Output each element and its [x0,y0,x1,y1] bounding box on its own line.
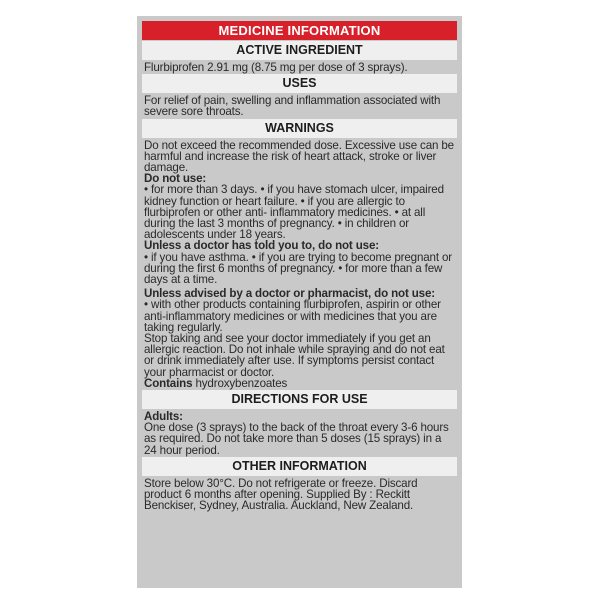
medicine-information-panel [137,16,462,588]
doctor-label: Unless a doctor has told you to, do not use: [144,239,379,253]
panel-title: MEDICINE INFORMATION [142,21,457,40]
adults-label: Adults: [144,410,183,424]
warnings-text [143,140,456,389]
directions-value: One dose (3 sprays) to the back of the throat every 3-6 hours as required. Do not take more than 5 doses (15 sprays) in a 24 hour period. [144,421,449,457]
contains-text: hydroxybenzoates [195,376,288,390]
pharmacist-text: • with other products containing flurbiprofen, aspirin or other anti-inflammatory medicines or with medicines that you are taking regularly. [144,298,441,334]
uses-heading: USES [142,74,457,93]
directions-text [143,411,456,456]
contains-label: Contains [144,376,193,390]
do-not-use-label: Do not use: [144,172,207,186]
active-ingredient-text [143,62,456,73]
pharmacist-label: Unless advised by a doctor or pharmacist, do not use: [144,287,435,301]
other-information-value: Store below 30°C. Do not refrigerate or freeze. Discard product 6 months after opening. Supplied By : Reckitt Benckiser, Sydney, Australia. Auckland, New Zealand. [144,476,418,513]
stop-text: Stop taking and see your doctor immediately if you get an allergic reaction. Do not inhale while spraying and do not eat or drink immediately after use. If symptoms persist contact your pharmacist or doctor. [144,332,445,379]
other-information-heading: OTHER INFORMATION [142,457,457,476]
active-ingredient-value: Flurbiprofen 2.91 mg (8.75 mg per dose of 3 sprays). [144,61,408,74]
warnings-heading: WARNINGS [142,119,457,138]
uses-value: For relief of pain, swelling and inflammation associated with severe sore throats. [144,94,441,119]
doctor-text: • if you have asthma. • if you are trying to become pregnant or during the first 6 months of pregnancy. • for more than a few days at a time. [144,250,453,287]
do-not-use-text: • for more than 3 days. • if you have stomach ulcer, impaired kidney function or heart failure. • if you are allergic to flurbiprofen or other anti- inflammatory medicines. • at all during the last 3 months of pregnancy. • in children or adolescents under 18 years. [144,183,444,242]
warnings-intro: Do not exceed the recommended dose. Excessive use can be harmful and increase the risk of heart attack, stroke or liver damage. [144,138,454,175]
other-information-text [143,478,456,512]
directions-heading: DIRECTIONS FOR USE [142,390,457,409]
uses-text [143,95,456,117]
contains-line [144,378,455,389]
active-ingredient-heading: ACTIVE INGREDIENT [142,41,457,60]
